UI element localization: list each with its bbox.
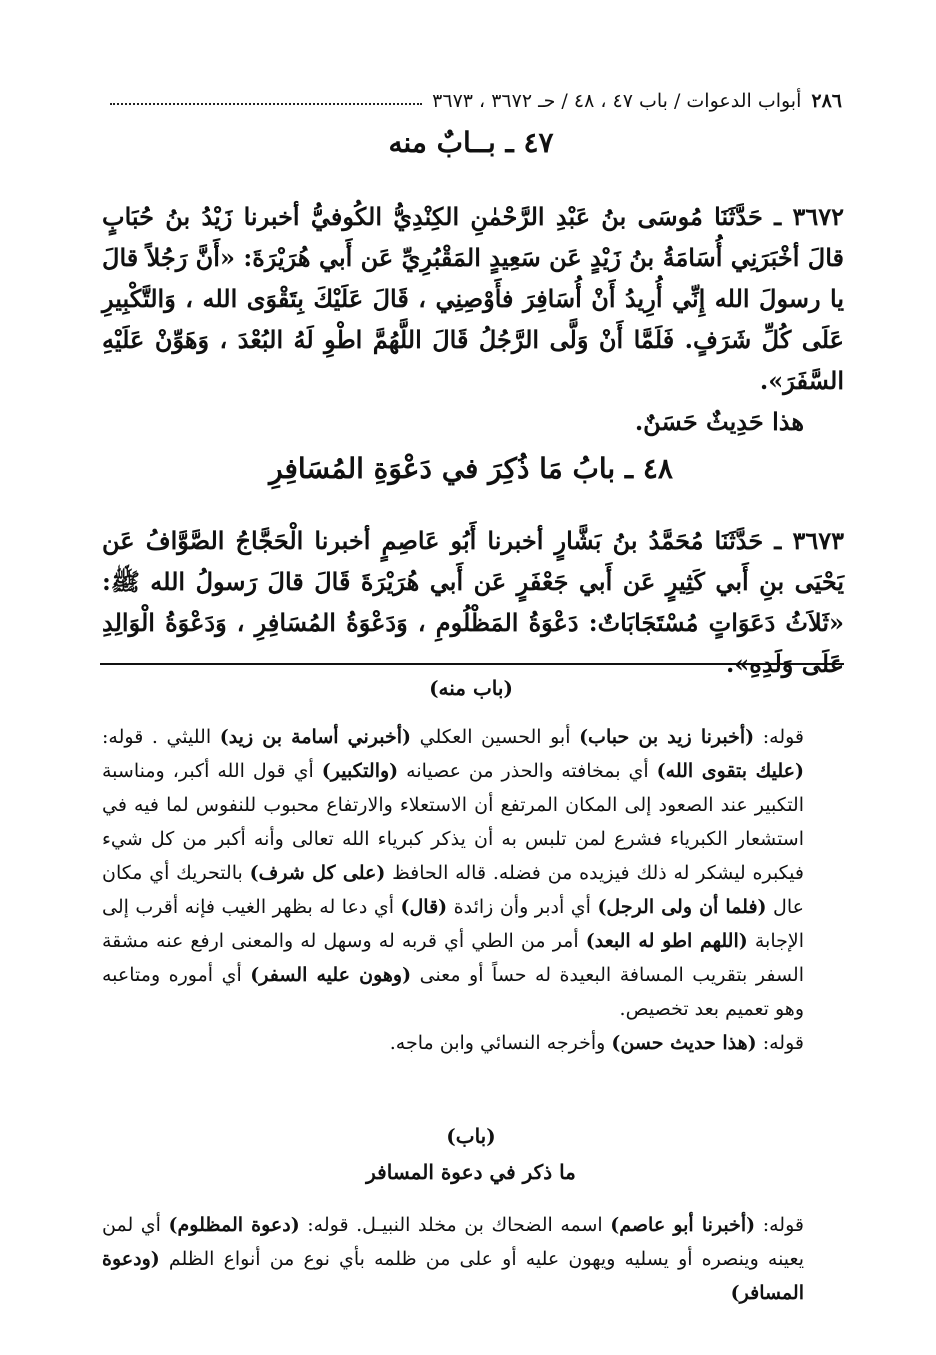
commentary-47-paragraph-2 [102, 1026, 844, 1060]
running-title: أبواب الدعوات / باب ٤٧ ، ٤٨ / حـ ٣٦٧٢ ، ٣٦٧٣ [432, 90, 802, 112]
commentary-text: الليثي . قوله: [102, 726, 220, 748]
commentary-quote: (وهون عليه السفر) [250, 964, 412, 986]
commentary-quote: (هذا حديث حسن) [611, 1032, 757, 1054]
commentary-48-heading-line-2: ما ذكر في دعوة المسافر [366, 1160, 576, 1184]
commentary-text: أبو الحسين العكلي [411, 726, 580, 748]
commentary-text: أي لمن يعينه وينصره أو يسليه ويهون عليه أو على من ظلمه بأي نوع من أنواع الظلم [102, 1214, 804, 1270]
commentary-text: أي أدبر وأن زائدة [447, 896, 598, 918]
commentary-text: قوله: [755, 1214, 804, 1236]
commentary-quote: (فلما أن ولى الرجل) [597, 896, 767, 918]
commentary-47-body [102, 720, 844, 1060]
hadith-3673 [102, 520, 844, 684]
hadith-3672-text: ـ حَدَّثَنَا مُوسَى بنُ عَبْدِ الرَّحْمٰنِ الكِنْدِيُّ الكُوفيُّ أخبرنا زَيْدُ بنُ حُبَابٍ قالَ أخْبَرَنِي أُسَامَةُ بنُ زَيْدٍ عَن سَعِيدٍ المَقْبُرِيِّ عَن أَبي هُرَيْرَةَ: «أَنَّ رَجُلاً قالَ يا رسولَ الله إِنِّي أُرِيدُ أَنْ أُسَافِرَ فأَوْصِنِي ، قَالَ عَلَيْكَ بِتَقْوَى الله ، وَالتَّكْبِيرِ عَلَى كُلِّ شَرَفٍ. فَلَمَّا أَنْ وَلَّى الرَّجُلُ قَالَ اللَّهُمَّ اطْوِ لَهُ البُعْدَ ، وَهَوِّنْ عَلَيْهِ السَّفَرَ». [102, 202, 845, 395]
commentary-quote: (أخبرنا أبو عاصم) [610, 1214, 756, 1236]
hadith-3673-text: ـ حَدَّثَنَا مُحَمَّدُ بنُ بَشَّارٍ أخبرنا أَبُو عَاصِمٍ أخبرنا الْحَجَّاجُ الصَّوَّافُ عَن يَحْيَى بنِ أَبي كَثِيرٍ عَن أَبي جَعْفَرٍ عَن أَبي هُرَيْرَةَ قَالَ قالَ رَسولُ الله ﷺ: «ثَلاَثُ دَعَوَاتٍ مُسْتَجَابَاتٌ: دَعْوَةُ المَظْلُومِ ، وَدَعْوَةُ المُسَافِرِ ، وَدَعْوَةُ الْوَالِدِ عَلَى وَلَدِهِ». [102, 526, 844, 678]
chapter-48-heading: ٤٨ ـ بابُ مَا ذُكِرَ في دَعْوَةِ المُسَافِرِ [269, 452, 673, 485]
commentary-quote: (عليك بتقوى الله) [656, 760, 804, 782]
commentary-text: أي قول الله أكبر، ومناسبة التكبير عند الصعود إلى المكان المرتفع أن الاستعلاء والارتفاع محبوب للنفوس لما فيه في استشعار الكبرياء فشرع لمن تلبس به أن يذكر كبرياء الله تعالى وأنه أكبر من كل شيء فيكبره ليشكر له ذلك فيزيده من فضله. قاله الحافظ [102, 760, 804, 884]
hadith-3672-verdict: هذا حَدِيثٌ حَسَنٌ. [634, 407, 804, 436]
hadith-3673-number: ٣٦٧٣ [792, 526, 844, 555]
commentary-48-heading-line-1: (باب) [446, 1124, 496, 1148]
commentary-text: أي بمخافته والحذر من عصيانه [398, 760, 657, 782]
commentary-48-paragraph-1 [102, 1208, 844, 1310]
commentary-text: قوله: [756, 1032, 804, 1054]
running-header [100, 86, 842, 116]
commentary-text: أي دعا له بظهر الغيب فإنه أقرب إلى الإجابة [102, 896, 804, 952]
hadith-3672 [102, 196, 844, 442]
header-dot-leader [110, 103, 422, 105]
page-number: ٢٨٦ [811, 90, 842, 112]
commentary-47-paragraph-1 [102, 720, 844, 1026]
commentary-divider [100, 663, 844, 665]
hadith-3672-number: ٣٦٧٢ [792, 202, 844, 231]
commentary-quote: (أخبرني أسامة بن زيد) [219, 726, 412, 748]
commentary-text: قوله: [754, 726, 805, 748]
commentary-quote: (على كل شرف) [249, 862, 386, 884]
commentary-quote: (أخبرنا زيد بن حباب) [579, 726, 755, 748]
commentary-quote: (قال) [400, 896, 448, 918]
commentary-48-body [102, 1208, 844, 1310]
commentary-text: اسمه الضحاك بن مخلد النبيـل. قوله: [299, 1214, 611, 1236]
commentary-text: أي أموره ومتاعبه وهو تعميم بعد تخصيص. [102, 964, 804, 1020]
commentary-text: أمر من الطي أي قربه له وسهل له والمعنى ارفع عنه مشقة السفر بتقريب المسافة البعيدة له حساً أو معنى [102, 930, 804, 986]
commentary-47-heading: (باب منه) [429, 676, 513, 700]
commentary-quote: (دعوة المظلوم) [168, 1214, 300, 1236]
commentary-text: وأخرجه النسائي وابن ماجه. [389, 1032, 612, 1054]
commentary-quote: (ودعوة المسافر) [102, 1248, 804, 1304]
chapter-47-heading: ٤٧ ـ بــابٌ منه [388, 126, 554, 159]
commentary-quote: (والتكبير) [321, 760, 399, 782]
commentary-quote: (اللهم اطو له البعد) [585, 930, 748, 952]
hadith-3672-paragraph [102, 196, 844, 401]
commentary-text: بالتحريك أي مكان عال [102, 862, 804, 918]
hadith-3673-paragraph [102, 520, 844, 684]
